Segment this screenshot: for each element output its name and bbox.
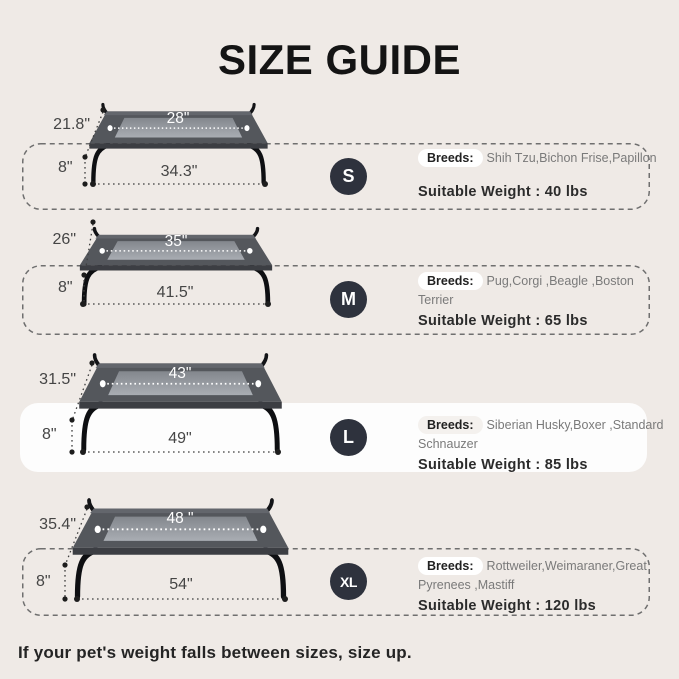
size-info-xl [418, 557, 666, 614]
breeds-line [418, 416, 666, 454]
sizing-advice-note: If your pet's weight falls between sizes, size up. [18, 643, 412, 662]
dim-overall-length-label: 49" [168, 430, 192, 447]
size-badge-l: L [330, 419, 367, 456]
breeds-list: Rottweiler,Weimaraner,Great Pyrenees ,Mastiff [418, 559, 647, 592]
dim-overall-height-label: 35.4" [39, 516, 76, 533]
dim-leg-height-label: 8" [58, 279, 73, 296]
size-badge-m: M [330, 281, 367, 318]
page-title: SIZE GUIDE [217, 36, 462, 83]
dim-overall-length-label: 54" [169, 576, 193, 593]
dim-top-width-label: 35" [164, 233, 188, 250]
size-info-l [418, 416, 666, 473]
dim-overall-height-label: 31.5" [39, 371, 76, 388]
suitable-weight: Suitable Weight : 65 lbs [418, 313, 588, 329]
dim-leg-height-label: 8" [58, 159, 73, 176]
suitable-weight: Suitable Weight : 40 lbs [418, 184, 588, 200]
size-info-m [418, 272, 666, 329]
breeds-label: Breeds: [418, 149, 483, 167]
dim-top-width-label: 48 " [166, 510, 194, 527]
dim-overall-height-label: 26" [52, 231, 76, 248]
suitable-weight: Suitable Weight : 85 lbs [418, 457, 588, 473]
dim-top-width-label: 43" [168, 365, 192, 382]
dim-leg-height-label: 8" [36, 573, 51, 590]
dim-leg-height-label: 8" [42, 426, 57, 443]
size-info-s [418, 149, 666, 200]
breeds-label: Breeds: [418, 557, 483, 575]
dim-overall-length-label: 34.3" [160, 163, 198, 180]
breeds-list: Pug,Corgi ,Beagle ,Boston Terrier [418, 274, 634, 307]
suitable-weight: Suitable Weight : 120 lbs [418, 598, 597, 614]
breeds-label: Breeds: [418, 272, 483, 290]
dim-overall-height-label: 21.8" [53, 116, 90, 133]
breeds-label: Breeds: [418, 416, 483, 434]
size-badge-xl: XL [330, 563, 367, 600]
breeds-list: Siberian Husky,Boxer ,Standard Schnauzer [418, 418, 664, 451]
breeds-line [418, 557, 666, 595]
size-badge-s: S [330, 158, 367, 195]
dim-top-width-label: 28" [166, 110, 190, 127]
breeds-list: Shih Tzu,Bichon Frise,Papillon [486, 151, 657, 165]
breeds-line [418, 149, 666, 168]
breeds-line [418, 272, 666, 310]
dim-overall-length-label: 41.5" [156, 284, 194, 301]
